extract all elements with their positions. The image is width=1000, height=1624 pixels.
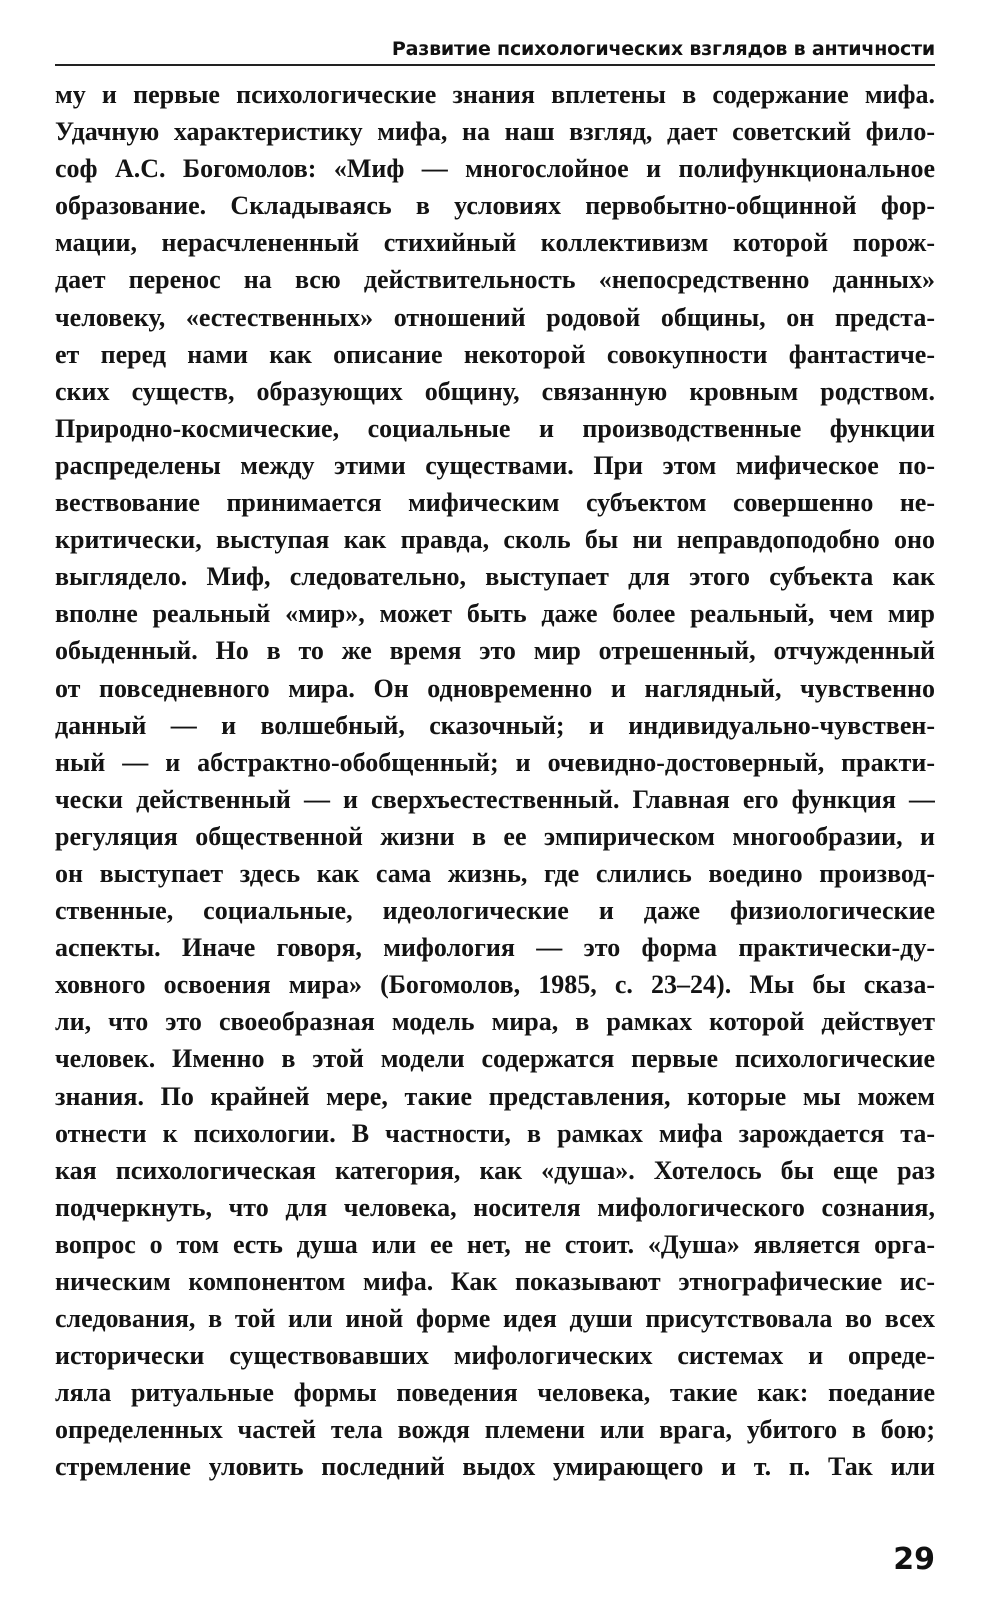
text-line: ническим компонентом мифа. Как показывают этнографические ис- <box>55 1267 935 1296</box>
text-line: от повседневного мира. Он одновременно и наглядный, чувственно <box>55 673 935 703</box>
text-line: определенных частей тела вождя племени или врага, убитого в бою; <box>55 1415 935 1445</box>
text-line: отнести к психологии. В частности, в рамках мифа зарождается та- <box>55 1118 935 1148</box>
text-line: вопрос о том есть душа или ее нет, не стоит. «Душа» является орга- <box>55 1229 935 1259</box>
text-line: выглядело. Миф, следовательно, выступает для этого субъекта как <box>55 562 935 592</box>
text-line: соф А.С. Богомолов: «Миф — многослойное и полифункциональное <box>55 154 935 184</box>
text-line: исторически существовавших мифологических системах и опреде- <box>55 1341 935 1371</box>
text-line: Природно-космические, социальные и производственные функции <box>55 413 935 443</box>
text-line: вполне реальный «мир», может быть даже более реальный, чем мир <box>55 599 935 629</box>
text-line: ховного освоения мира» (Богомолов, 1985, с. 23–24). Мы бы сказа- <box>55 970 935 1000</box>
text-line: ет перед нами как описание некоторой совокупности фантастиче- <box>55 339 935 369</box>
text-line: критически, выступая как правда, сколь бы ни неправдоподобно оно <box>55 525 935 555</box>
text-line: стремление уловить последний выдох умирающего и т. п. Так или <box>55 1452 935 1482</box>
header-rule <box>55 64 935 66</box>
page-number: 29 <box>893 1542 935 1577</box>
running-header: Развитие психологических взглядов в античности <box>391 38 935 60</box>
text-line: данный — и волшебный, сказочный; и индивидуально-чувствен- <box>55 710 935 740</box>
text-line: он выступает здесь как сама жизнь, где слились воедино производ- <box>55 858 935 888</box>
text-line: подчеркнуть, что для человека, носителя мифологического сознания, <box>55 1192 935 1222</box>
text-line: мации, нерасчлененный стихийный коллективизм которой порож- <box>55 228 935 258</box>
text-line: следования, в той или иной форме идея души присутствовала во всех <box>55 1304 935 1334</box>
text-line: чески действенный — и сверхъестественный. Главная его функция — <box>55 784 935 814</box>
text-line: кая психологическая категория, как «душа». Хотелось бы еще раз <box>55 1155 935 1185</box>
text-line: аспекты. Иначе говоря, мифология — это форма практически-ду- <box>55 933 935 963</box>
text-line: знания. По крайней мере, такие представления, которые мы можем <box>55 1081 935 1111</box>
text-line: человек. Именно в этой модели содержатся первые психологические <box>55 1044 935 1074</box>
text-line: вествование принимается мифическим субъектом совершенно не- <box>55 488 935 518</box>
text-line: человеку, «естественных» отношений родовой общины, он предста- <box>55 302 935 332</box>
text-line: Удачную характеристику мифа, на наш взгляд, дает советский фило- <box>55 117 935 147</box>
text-line: ских существ, образующих общину, связанную кровным родством. <box>55 376 935 406</box>
text-line: распределены между этими существами. При этом мифическое по- <box>55 450 935 480</box>
text-line: ляла ритуальные формы поведения человека, такие как: поедание <box>55 1378 935 1408</box>
text-line: обыденный. Но в то же время это мир отрешенный, отчужденный <box>55 636 935 666</box>
text-line: регуляция общественной жизни в ее эмпирическом многообразии, и <box>55 821 935 851</box>
body-text <box>55 76 935 1486</box>
text-line: ный — и абстрактно-обобщенный; и очевидно-достоверный, практи- <box>55 747 935 777</box>
text-line: ственные, социальные, идеологические и даже физиологические <box>55 896 935 926</box>
text-line: дает перенос на всю действительность «непосредственно данных» <box>55 265 935 295</box>
text-line: образование. Складываясь в условиях первобытно-общинной фор- <box>55 191 935 221</box>
text-line: ли, что это своеобразная модель мира, в рамках которой действует <box>55 1007 935 1037</box>
text-line: му и первые психологические знания вплетены в содержание мифа. <box>55 80 935 109</box>
